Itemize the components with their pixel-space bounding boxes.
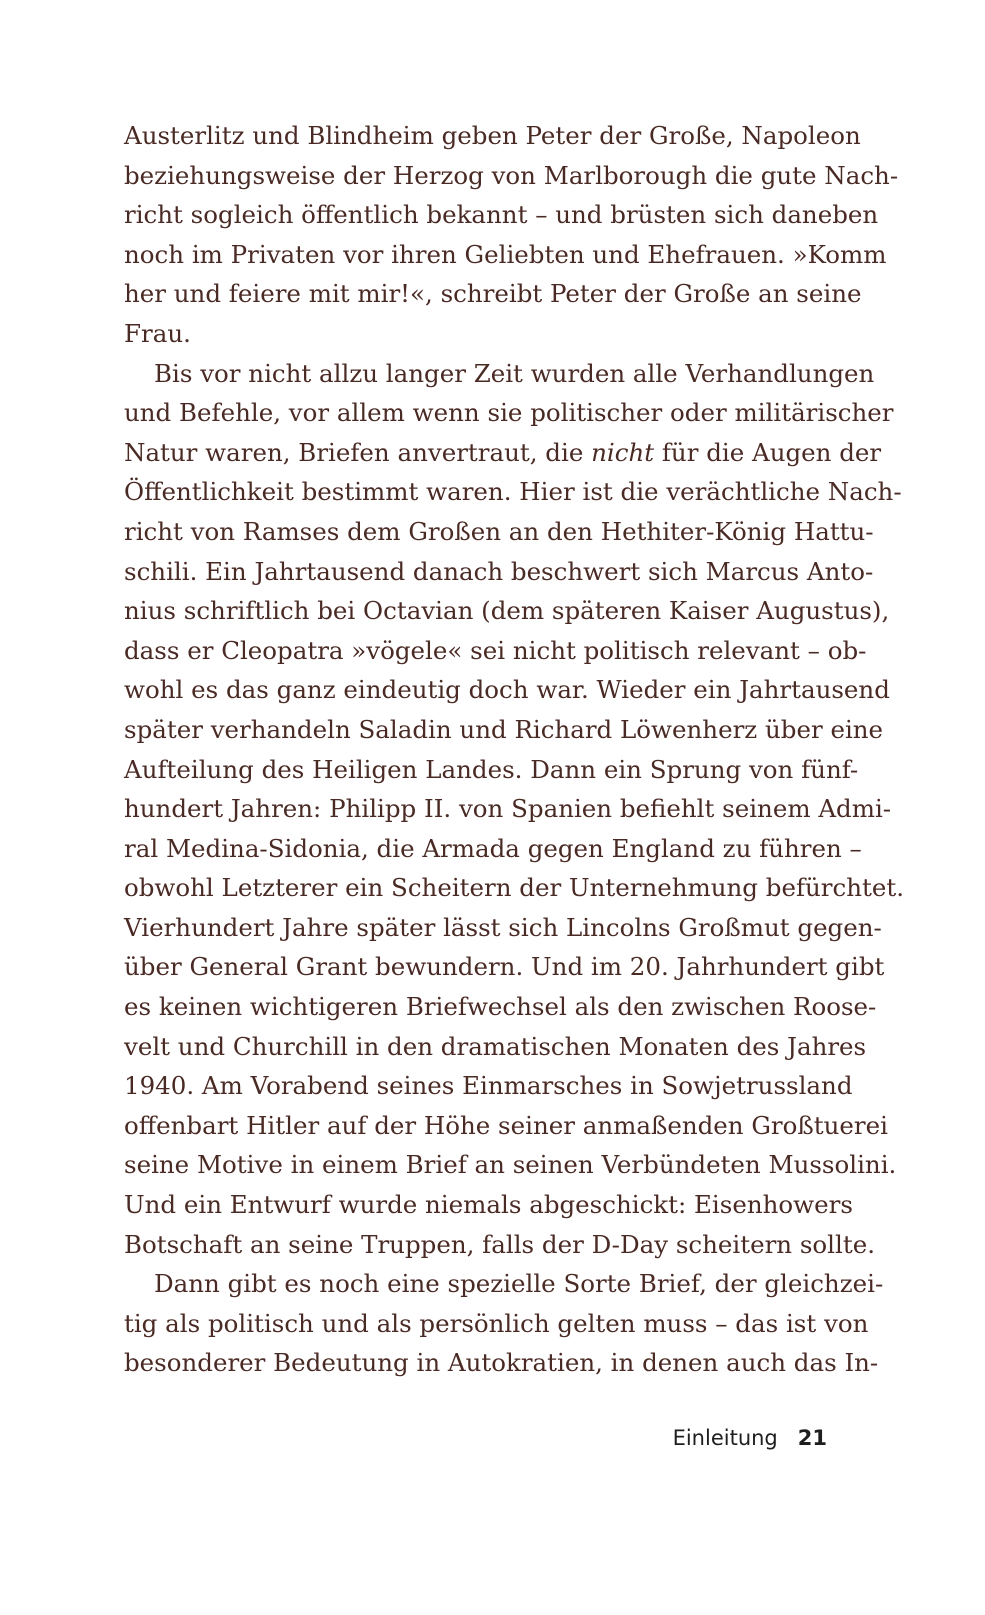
text-line: obwohl Letzterer ein Scheitern der Unternehmung befürchtet. [124,873,904,903]
text-line: nius schriftlich bei Octavian (dem späteren Kaiser Augustus), [124,596,890,626]
text-line: noch im Privaten vor ihren Geliebten und Ehefrauen. »Komm [124,239,887,269]
text-line: ral Medina-Sidonia, die Armada gegen England zu führen – [124,833,862,863]
text-line: besonderer Bedeutung in Autokratien, in denen auch das In- [124,1348,879,1378]
text-line: her und feiere mit mir!«, schreibt Peter der Große an seine [124,279,862,309]
text-line: Bis vor nicht allzu langer Zeit wurden alle Verhandlungen [154,358,875,388]
text-line: schili. Ein Jahrtausend danach beschwert sich Marcus Anto- [124,556,874,586]
text-line: richt von Ramses dem Großen an den Hethiter-König Hattu- [124,516,874,546]
text-line: Aufteilung des Heiligen Landes. Dann ein Sprung von fünf- [124,754,859,784]
text-line: Und ein Entwurf wurde niemals abgeschickt: Eisenhowers [124,1190,853,1220]
text-line: Austerlitz und Blindheim geben Peter der Große, Napoleon [124,121,861,150]
text-line: Dann gibt es noch eine spezielle Sorte Brief, der gleichzei- [154,1269,884,1299]
text-segment: für die Augen der [654,437,882,467]
text-line: seine Motive in einem Brief an seinen Verbündeten Mussolini. [124,1150,897,1180]
text-line: dass er Cleopatra »vögele« sei nicht politisch relevant – ob- [124,635,867,665]
text-line: tig als politisch und als persönlich gelten muss – das ist von [124,1308,869,1338]
text-segment: Natur waren, Briefen anvertraut, die [124,437,592,467]
text-line: offenbart Hitler auf der Höhe seiner anmaßenden Großtuerei [124,1110,888,1140]
running-footer-section: Einleitung [672,1426,778,1450]
text-line: hundert Jahren: Philipp II. von Spanien befiehlt seinem Admi- [124,794,892,824]
text-line: Botschaft an seine Truppen, falls der D-Day scheitern sollte. [124,1229,875,1259]
page-footer [0,1424,827,1452]
paragraph [124,1264,884,1383]
paragraph [124,354,904,1265]
text-line: beziehungsweise der Herzog von Marlborough die gute Nach- [124,160,899,190]
text-line [124,433,882,473]
text-line: über General Grant bewundern. Und im 20. Jahrhundert gibt [124,952,885,982]
text-line: 1940. Am Vorabend seines Einmarsches in Sowjetrussland [124,1071,853,1101]
text-line: es keinen wichtigeren Briefwechsel als den zwischen Roose- [124,992,877,1022]
text-line: Öffentlichkeit bestimmt waren. Hier ist die verächtliche Nach- [124,477,902,507]
text-line: und Befehle, vor allem wenn sie politischer oder militärischer [124,398,894,428]
text-line: Vierhundert Jahre später lässt sich Lincolns Großmut gegen- [124,912,882,942]
page-number: 21 [797,1426,827,1450]
text-line: wohl es das ganz eindeutig doch war. Wieder ein Jahrtausend [124,675,890,705]
text-line: velt und Churchill in den dramatischen Monaten des Jahres [124,1031,867,1061]
text-line: später verhandeln Saladin und Richard Löwenherz über eine [124,714,884,744]
text-line: richt sogleich öffentlich bekannt – und brüsten sich daneben [124,200,879,230]
paragraph [124,116,899,354]
text-line: Frau. [124,318,191,348]
body-text [124,116,904,1383]
emphasis-text: nicht [591,437,655,467]
